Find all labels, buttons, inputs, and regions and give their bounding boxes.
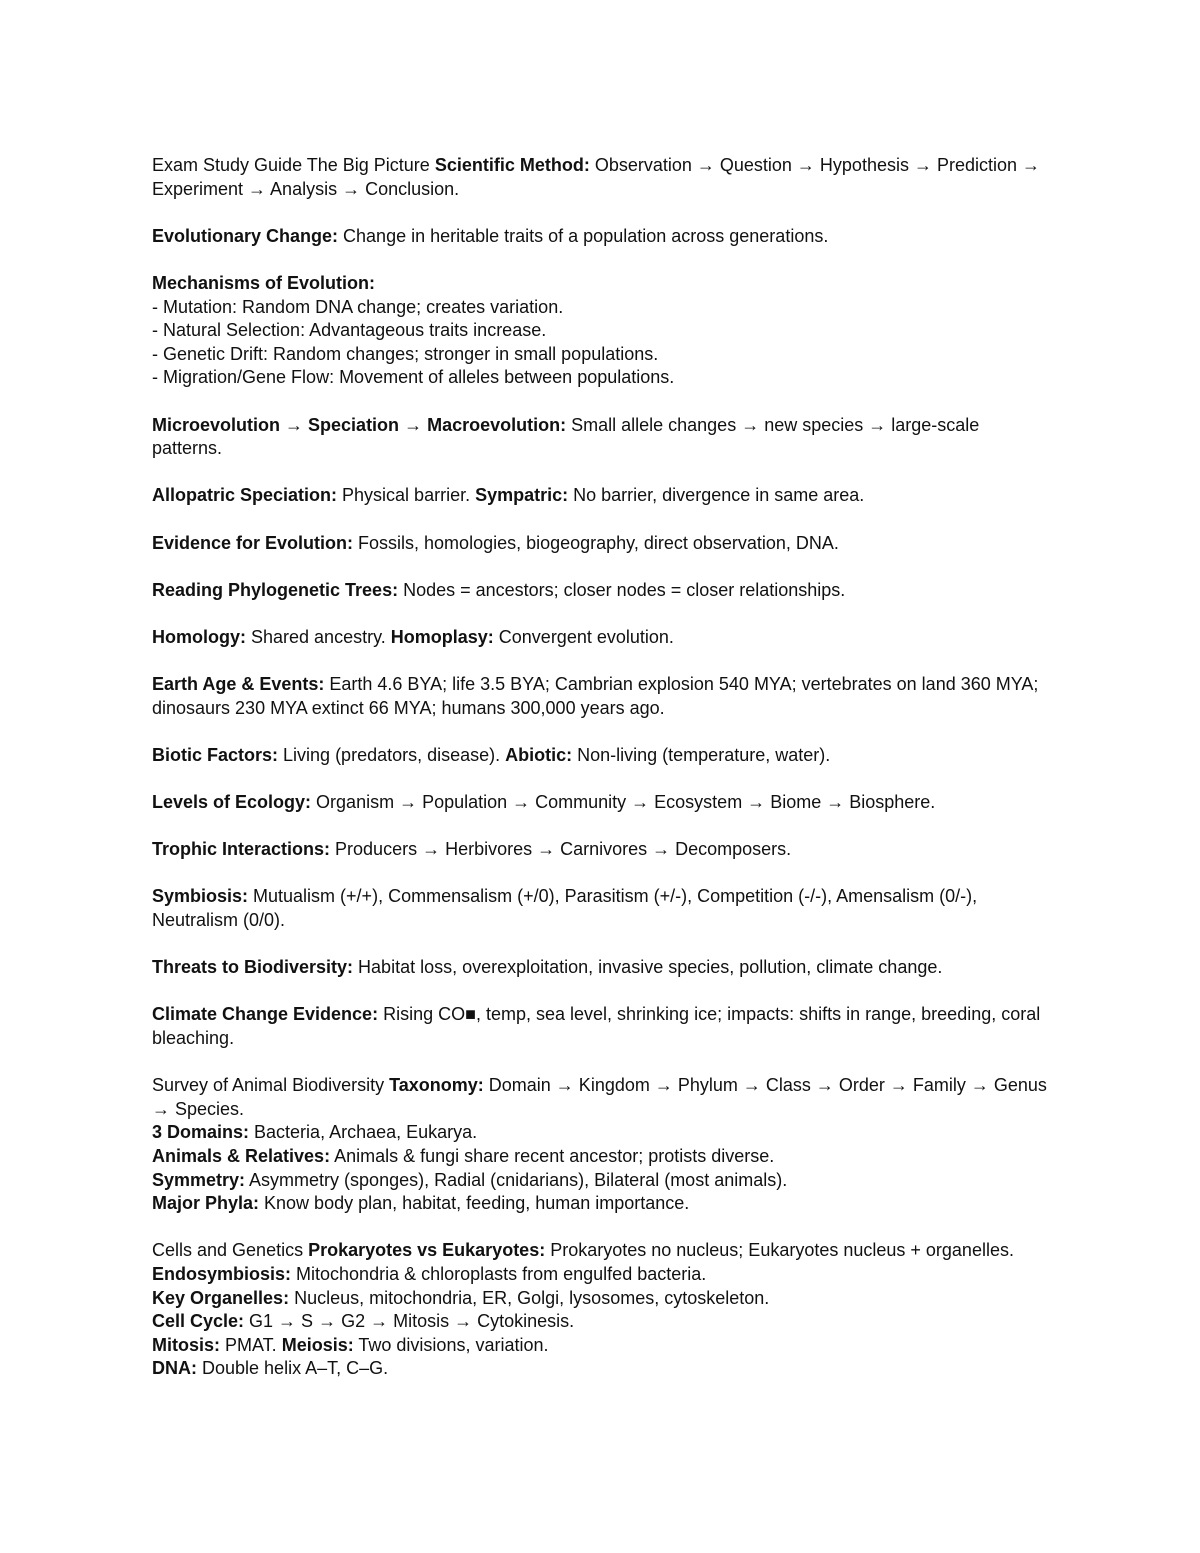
paragraph-biotic-factors [152,744,1052,768]
body-text: Animals & fungi share recent ancestor; protists diverse. [330,1145,775,1166]
paragraph-mechanism-gene-flow [152,366,1052,390]
term-label: Homoplasy: [390,626,494,647]
body-text: Know body plan, habitat, feeding, human importance. [259,1193,690,1214]
paragraph-threats [152,956,1052,980]
term-label: Climate Change Evidence: [152,1004,379,1025]
term-label: Evidence for Evolution: [152,532,354,553]
term-label: Macroevolution: [427,414,567,435]
term-label: Cell Cycle: [152,1311,245,1332]
body-text: Organism → Population → Community → Ecosystem → Biome → Biosphere. [311,792,936,813]
paragraph-cell-cycle [152,1310,1052,1334]
document-body [152,154,1052,1381]
paragraph-levels-ecology [152,791,1052,815]
body-text: Exam Study Guide The Big Picture [152,155,435,175]
paragraph-symbiosis [152,885,1052,932]
body-text: Survey of Animal Biodiversity [152,1075,390,1096]
paragraph-taxonomy [152,1074,1052,1121]
term-label: Symmetry: [152,1169,246,1190]
body-text: Observation → Question → Hypothesis → Prediction → Experiment → Analysis → Conclusion. [152,155,1041,199]
body-text: No barrier, divergence in same area. [568,485,865,506]
body-text: Change in heritable traits of a population across generations. [338,225,829,246]
term-label: DNA: [152,1358,197,1379]
paragraph-mechanisms-heading [152,272,1052,296]
body-text: Fossils, homologies, biogeography, direct observation, DNA. [353,532,839,553]
paragraph-prokaryotes [152,1239,1052,1263]
body-text: Living (predators, disease). [278,744,506,765]
term-label: Threats to Biodiversity: [152,957,354,978]
paragraph-mitosis [152,1334,1052,1358]
body-text: Mitochondria & chloroplasts from engulfed bacteria. [291,1263,707,1284]
body-text: Domain → Kingdom → Phylum → Class → Order → Family → Genus → Species. [152,1075,1047,1119]
body-text: Cells and Genetics [152,1240,309,1261]
body-text: Habitat loss, overexploitation, invasive species, pollution, climate change. [353,957,943,978]
body-text: Nucleus, mitochondria, ER, Golgi, lysosomes, cytoskeleton. [289,1287,770,1308]
term-label: Trophic Interactions: [152,839,331,860]
paragraph-major-phyla [152,1192,1052,1216]
body-text: Earth 4.6 BYA; life 3.5 BYA; Cambrian explosion 540 MYA; vertebrates on land 360 MYA; dinosaurs 230 MYA extinct 66 MYA; humans 300,000 years ago. [152,674,1039,718]
body-text: - Natural Selection: Advantageous traits increase. [152,320,547,341]
term-label: Reading Phylogenetic Trees: [152,579,399,600]
paragraph-mechanism-natural-selection [152,319,1052,343]
term-label: Levels of Ecology: [152,792,312,813]
term-label: Meiosis: [281,1334,354,1355]
body-text: Asymmetry (sponges), Radial (cnidarians), Bilateral (most animals). [245,1169,788,1190]
body-text: Double helix A–T, C–G. [197,1358,389,1379]
paragraph-mechanism-genetic-drift [152,343,1052,367]
term-label: Major Phyla: [152,1193,260,1214]
body-text: Mutualism (+/+), Commensalism (+/0), Parasitism (+/-), Competition (-/-), Amensalism (0/-), Neutralism (0/0). [152,886,978,930]
term-label: Mitosis: [152,1334,221,1355]
term-label: 3 Domains: [152,1122,250,1143]
body-text: → [280,414,309,435]
body-text: → [399,414,428,435]
body-text: Physical barrier. [337,485,476,506]
term-label: Earth Age & Events: [152,674,325,695]
term-label: Allopatric Speciation: [152,485,338,506]
body-text: Bacteria, Archaea, Eukarya. [249,1122,478,1143]
paragraph-symmetry [152,1169,1052,1193]
term-label: Evolutionary Change: [152,225,339,246]
paragraph-endosymbiosis [152,1263,1052,1287]
body-text: G1 → S → G2 → Mitosis → Cytokinesis. [244,1311,575,1332]
paragraph-key-organelles [152,1287,1052,1311]
body-text: PMAT. [220,1334,282,1355]
term-label: Homology: [152,626,246,647]
term-label: Prokaryotes vs Eukaryotes: [308,1240,546,1261]
term-label: Taxonomy: [389,1075,484,1096]
paragraph-phylogenetic-trees [152,579,1052,603]
term-label: Sympatric: [475,485,569,506]
paragraph-domains [152,1121,1052,1145]
body-text: - Genetic Drift: Random changes; stronger in small populations. [152,343,659,364]
term-label: Endosymbiosis: [152,1263,292,1284]
paragraph-animals-relatives [152,1145,1052,1169]
paragraph-earth-age [152,673,1052,720]
body-text: Small allele changes → new species → large-scale patterns. [152,414,980,459]
body-text: Shared ancestry. [246,626,391,647]
term-label: Mechanisms of Evolution: [152,272,376,293]
term-label: Biotic Factors: [152,744,279,765]
body-text: Convergent evolution. [493,626,674,647]
paragraph-scientific-method [152,154,1052,201]
paragraph-evolutionary-change [152,225,1052,249]
body-text: Rising CO■, temp, sea level, shrinking ice; impacts: shifts in range, breeding, coral bleaching. [152,1004,1041,1048]
term-label: Abiotic: [505,744,573,765]
term-label: Scientific Method: [434,155,590,175]
body-text: Prokaryotes no nucleus; Eukaryotes nucleus + organelles. [545,1240,1014,1261]
paragraph-homology [152,626,1052,650]
paragraph-mechanism-mutation [152,296,1052,320]
body-text: Nodes = ancestors; closer nodes = closer relationships. [398,579,846,600]
paragraph-speciation [152,484,1052,508]
body-text: - Mutation: Random DNA change; creates variation. [152,296,564,317]
term-label: Animals & Relatives: [152,1145,331,1166]
paragraph-micro-macro [152,414,1052,461]
term-label: Speciation [308,414,400,435]
term-label: Symbiosis: [152,886,249,907]
paragraph-evidence [152,532,1052,556]
term-label: Key Organelles: [152,1287,290,1308]
body-text: - Migration/Gene Flow: Movement of alleles between populations. [152,367,675,388]
body-text: Non-living (temperature, water). [572,744,831,765]
paragraph-climate-change [152,1003,1052,1050]
body-text: Producers → Herbivores → Carnivores → Decomposers. [330,839,792,860]
term-label: Microevolution [152,414,281,435]
paragraph-trophic [152,838,1052,862]
body-text: Two divisions, variation. [353,1334,549,1355]
paragraph-dna [152,1357,1052,1381]
